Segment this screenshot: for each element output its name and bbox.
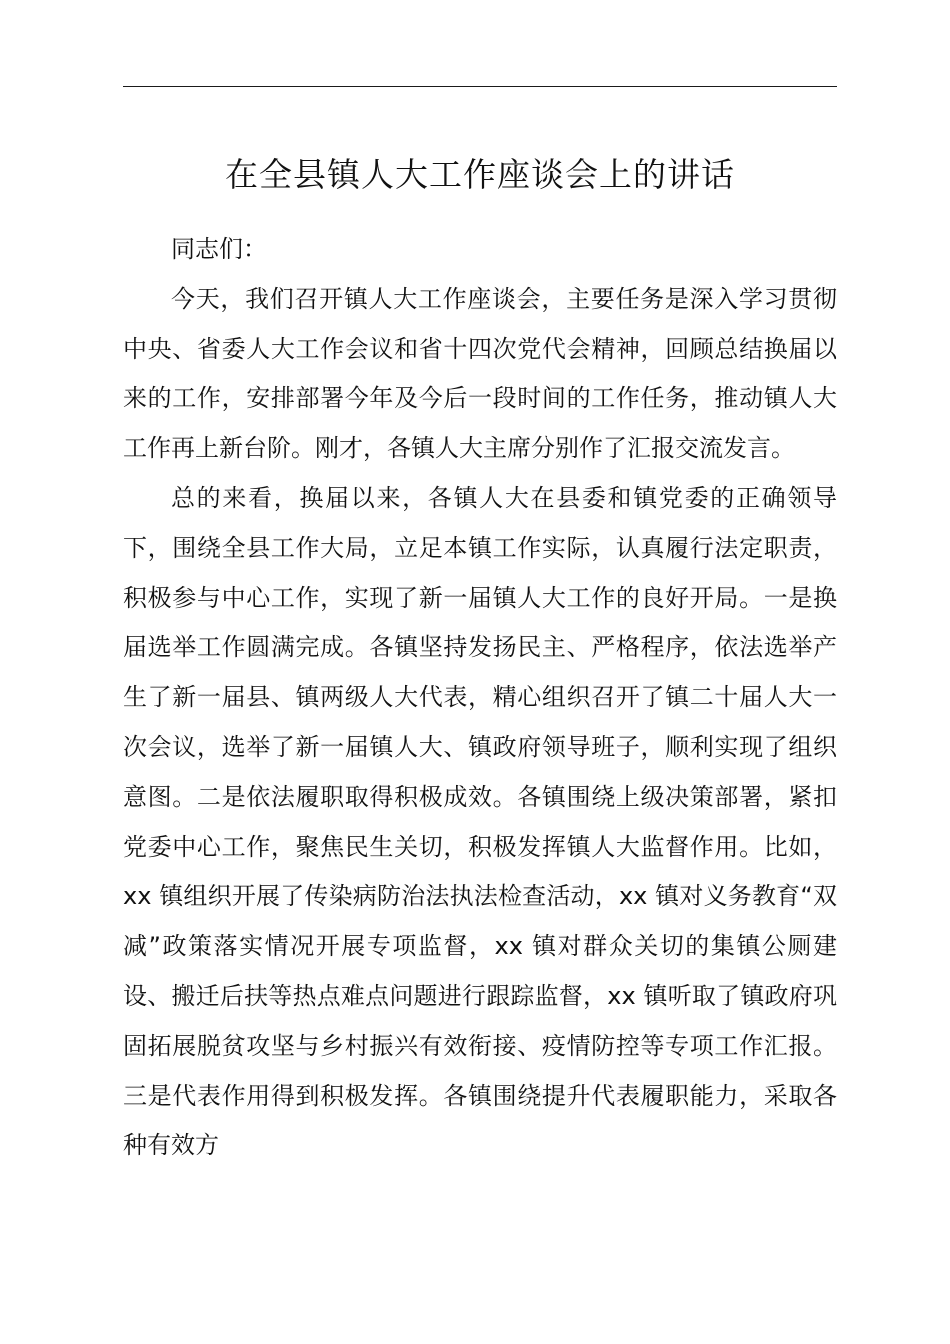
header-rule [123,86,837,87]
paragraph-1: 今天，我们召开镇人大工作座谈会，主要任务是深入学习贯彻中央、省委人大工作会议和省十四次党代会精神，回顾总结换届以来的工作，安排部署今年及今后一段时间的工作任务，推动镇人大工作再上新台阶。刚才，各镇人大主席分别作了汇报交流发言。 [123,284,837,463]
salutation: 同志们： [171,235,267,263]
document-body [123,225,837,1171]
page-title: 在全县镇人大工作座谈会上的讲话 [225,155,735,194]
paragraph-2: 总的来看，换届以来，各镇人大在县委和镇党委的正确领导下，围绕全县工作大局，立足本镇工作实际，认真履行法定职责，积极参与中心工作，实现了新一届镇人大工作的良好开局。一是换届选举工作圆满完成。各镇坚持发扬民主、严格程序，依法选举产生了新一届县、镇两级人大代表，精心组织召开了镇二十届人大一次会议，选举了新一届镇人大、镇政府领导班子，顺利实现了组织意图。二是依法履职取得积极成效。各镇围绕上级决策部署，紧扣党委中心工作，聚焦民生关切，积极发挥镇人大监督作用。比如，xx 镇组织开展了传染病防治法执法检查活动，xx 镇对义务教育“双减”政策落实情况开展专项监督，xx 镇对群众关切的集镇公厕建设、搬迁后扶等热点难点问题进行跟踪监督，xx 镇听取了镇政府巩固拓展脱贫攻坚与乡村振兴有效衔接、疫情防控等专项工作汇报。三是代表作用得到积极发挥。各镇围绕提升代表履职能力，采取各种有效方 [123,483,837,1160]
